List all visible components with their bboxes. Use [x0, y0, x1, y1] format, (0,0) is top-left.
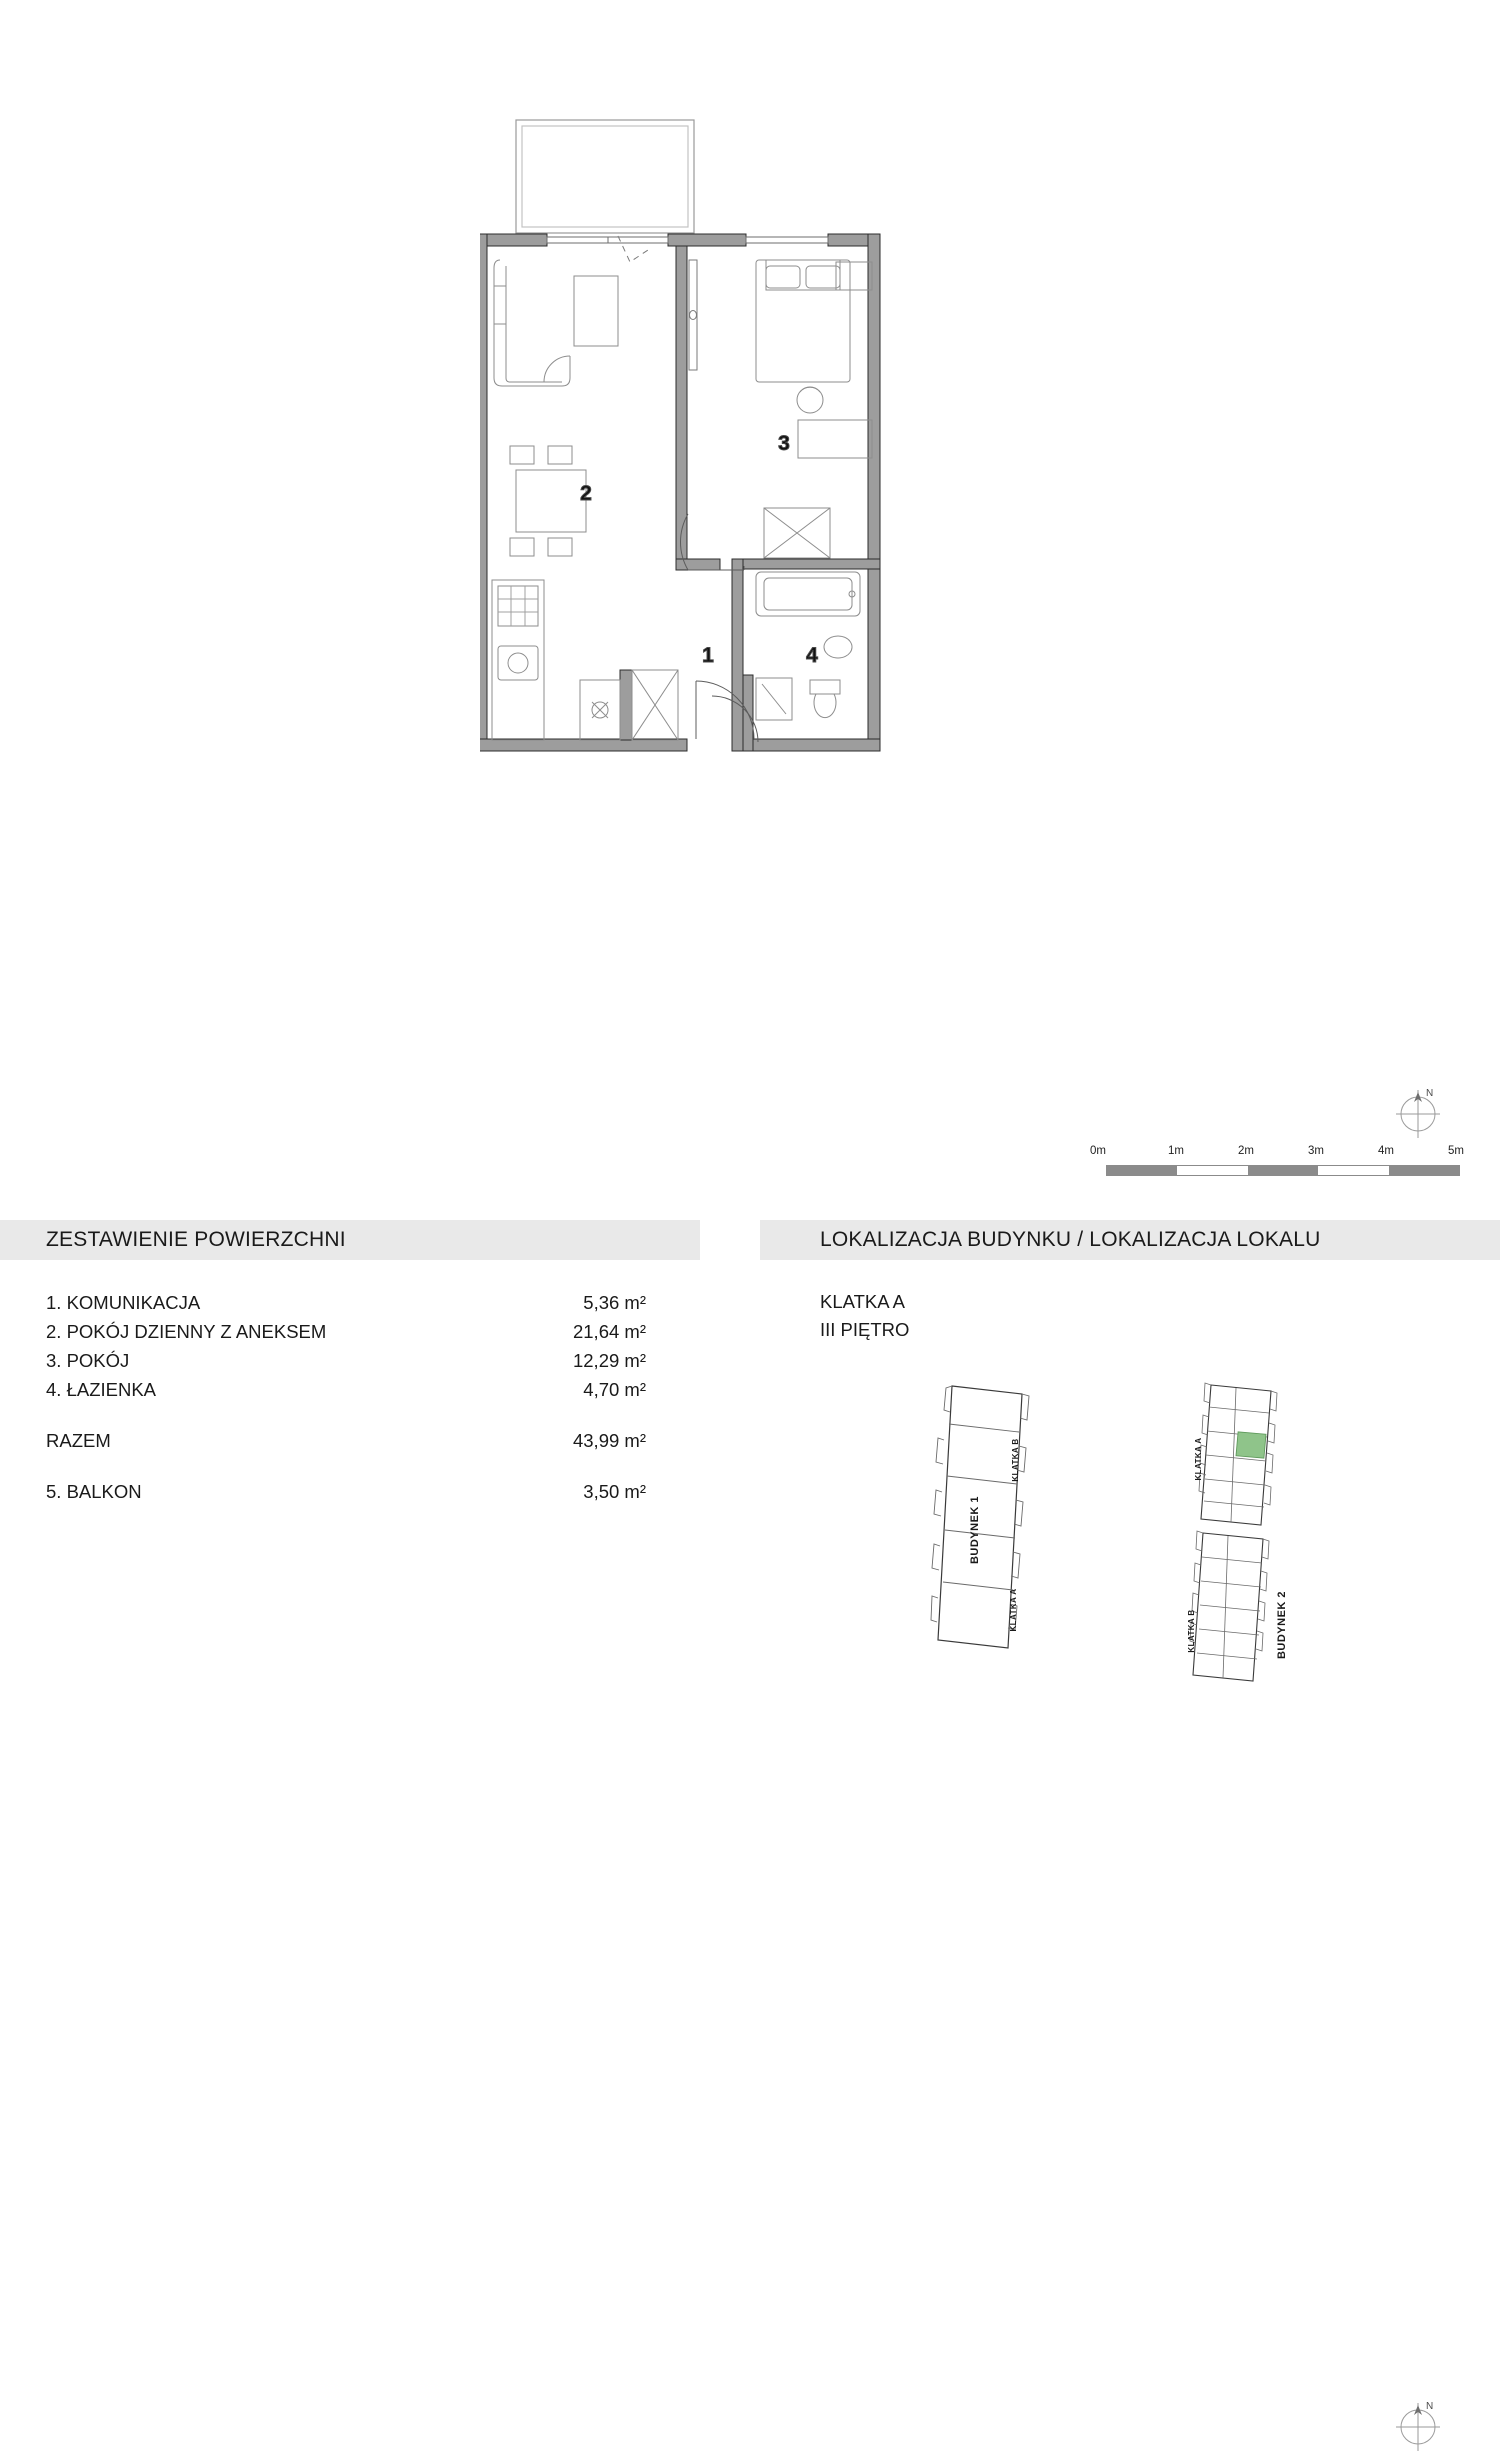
scale-tick-4: 4m	[1378, 1145, 1394, 1157]
area-value-2: 21,64 m²	[572, 1320, 646, 1342]
floor-label: III PIĘTRO	[820, 1319, 910, 1340]
building-2-stair-a: KLATKA A	[1194, 1437, 1203, 1481]
table-row-total	[46, 1426, 646, 1455]
areas-section-header: ZESTAWIENIE POWIERZCHNI	[0, 1220, 700, 1260]
scale-tick-1: 1m	[1168, 1145, 1184, 1157]
building-2-stair-b: KLATKA B	[1187, 1609, 1196, 1653]
scale-tick-0: 0m	[1090, 1145, 1106, 1157]
room-label-4: 4	[806, 644, 818, 667]
svg-text:N: N	[1426, 1088, 1434, 1099]
scale-tick-2: 2m	[1238, 1145, 1254, 1157]
room-label-3: 3	[778, 432, 790, 455]
area-label-4: 4. ŁAZIENKA	[46, 1378, 157, 1400]
balcony-outline	[516, 120, 694, 233]
scale-bar-segments	[1106, 1165, 1460, 1176]
area-label-3: 3. POKÓJ	[46, 1349, 130, 1371]
room-label-1: 1	[702, 644, 714, 667]
table-row-balcony	[46, 1477, 646, 1506]
highlighted-unit	[1236, 1432, 1266, 1458]
area-label-2: 2. POKÓJ DZIENNY Z ANEKSEM	[46, 1320, 327, 1342]
table-row	[46, 1375, 646, 1404]
scale-bar	[1090, 1145, 1470, 1205]
total-value: 43,99 m²	[572, 1429, 646, 1451]
balcony-value: 3,50 m²	[583, 1480, 646, 1502]
scale-tick-3: 3m	[1308, 1145, 1324, 1157]
room-label-2: 2	[580, 482, 592, 505]
area-value-1: 5,36 m²	[583, 1291, 646, 1313]
location-info	[820, 1288, 909, 1344]
table-row	[46, 1288, 646, 1317]
floor-plan	[480, 110, 980, 790]
total-label: RAZEM	[46, 1429, 111, 1451]
compass-rose-top	[1388, 1082, 1448, 1142]
area-value-3: 12,29 m²	[572, 1349, 646, 1371]
building-2-diagram	[1175, 1375, 1325, 1710]
area-value-4: 4,70 m²	[583, 1378, 646, 1400]
svg-text:N: N	[1426, 2401, 1434, 2412]
location-section-header: LOKALIZACJA BUDYNKU / LOKALIZACJA LOKALU	[760, 1220, 1500, 1260]
building-2-name: BUDYNEK 2	[1276, 1590, 1288, 1660]
scale-tick-5: 5m	[1448, 1145, 1464, 1157]
building-1-stair-a: KLATKA A	[1009, 1588, 1018, 1632]
area-label-1: 1. KOMUNIKACJA	[46, 1291, 201, 1313]
building-1-stair-b: KLATKA B	[1011, 1438, 1020, 1482]
building-1-name: BUDYNEK 1	[969, 1495, 981, 1565]
staircase-label: KLATKA A	[820, 1291, 906, 1312]
bottom-panel	[0, 1220, 1500, 2412]
compass-rose-bottom	[1388, 2395, 1448, 2455]
area-schedule-table	[46, 1288, 646, 1506]
table-row	[46, 1317, 646, 1346]
table-row	[46, 1346, 646, 1375]
balcony-label: 5. BALKON	[46, 1480, 142, 1502]
building-1-diagram	[930, 1380, 1070, 1675]
floor-plan-drawing	[480, 110, 980, 790]
